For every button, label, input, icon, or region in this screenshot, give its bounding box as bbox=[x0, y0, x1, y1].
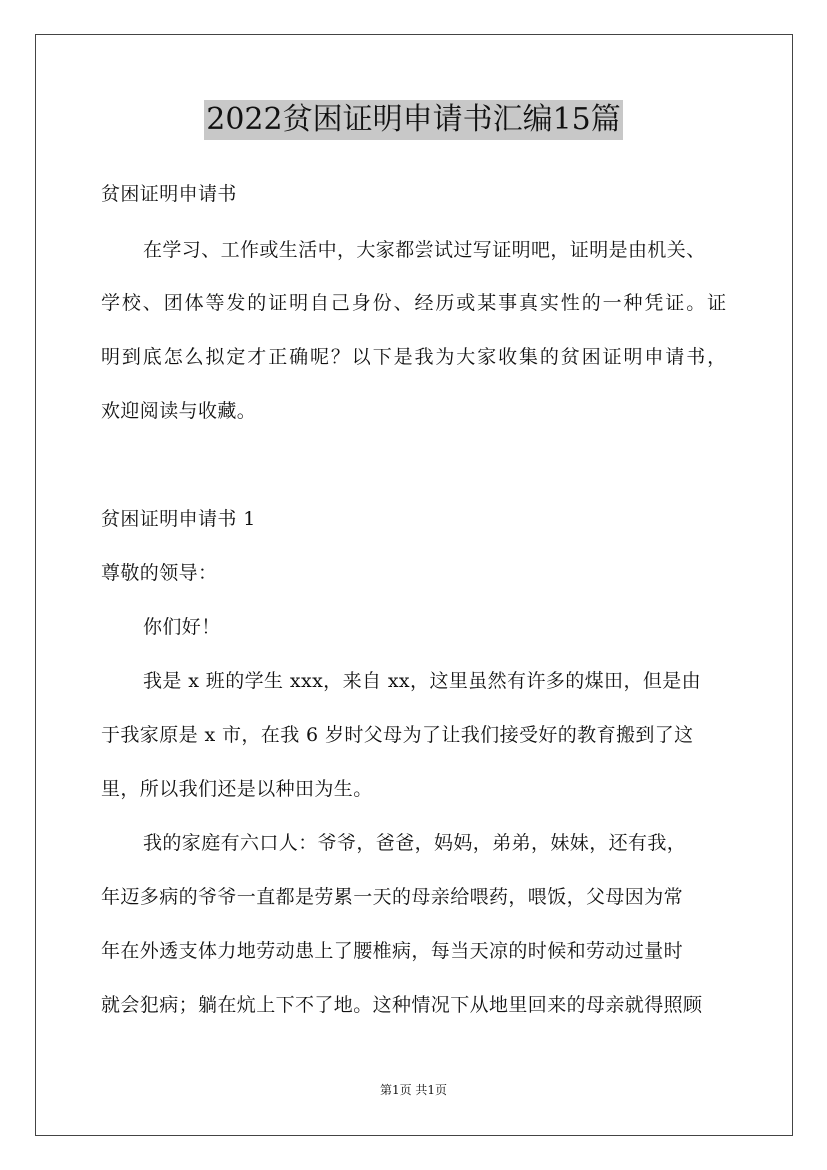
section-heading: 贫困证明申请书 1 bbox=[101, 508, 256, 530]
paragraph-line: 年在外透支体力地劳动患上了腰椎病，每当天凉的时候和劳动过量时 bbox=[101, 940, 684, 962]
paragraph-line: 就会犯病；躺在炕上下不了地。这种情况下从地里回来的母亲就得照顾 bbox=[101, 994, 703, 1016]
paragraph-line: 在学习、工作或生活中，大家都尝试过写证明吧，证明是由机关、 bbox=[143, 239, 706, 261]
paragraph-line: 欢迎阅读与收藏。 bbox=[101, 400, 257, 422]
paragraph-line: 我的家庭有六口人：爷爷，爸爸，妈妈，弟弟，妹妹，还有我， bbox=[143, 832, 687, 854]
greeting: 你们好！ bbox=[143, 616, 221, 638]
page-footer: 第1页 共1页 bbox=[379, 1083, 448, 1097]
section-heading: 贫困证明申请书 bbox=[101, 183, 237, 205]
paragraph-line: 学校、团体等发的证明自己身份、经历或某事真实性的一种凭证。证 bbox=[101, 292, 729, 314]
salutation: 尊敬的领导： bbox=[101, 562, 218, 584]
title-container bbox=[0, 100, 827, 140]
paragraph-line: 里，所以我们还是以种田为生。 bbox=[101, 778, 373, 800]
paragraph-line: 年迈多病的爷爷一直都是劳累一天的母亲给喂药，喂饭，父母因为常 bbox=[101, 886, 684, 908]
document-title: 2022贫困证明申请书汇编15篇 bbox=[204, 100, 623, 140]
paragraph-line: 我是 x 班的学生 xxx，来自 xx，这里虽然有许多的煤田，但是由 bbox=[143, 670, 702, 692]
paragraph-line: 于我家原是 x 市，在我 6 岁时父母为了让我们接受好的教育搬到了这 bbox=[101, 724, 694, 746]
paragraph-line: 明到底怎么拟定才正确呢？以下是我为大家收集的贫困证明申请书， bbox=[101, 346, 729, 368]
